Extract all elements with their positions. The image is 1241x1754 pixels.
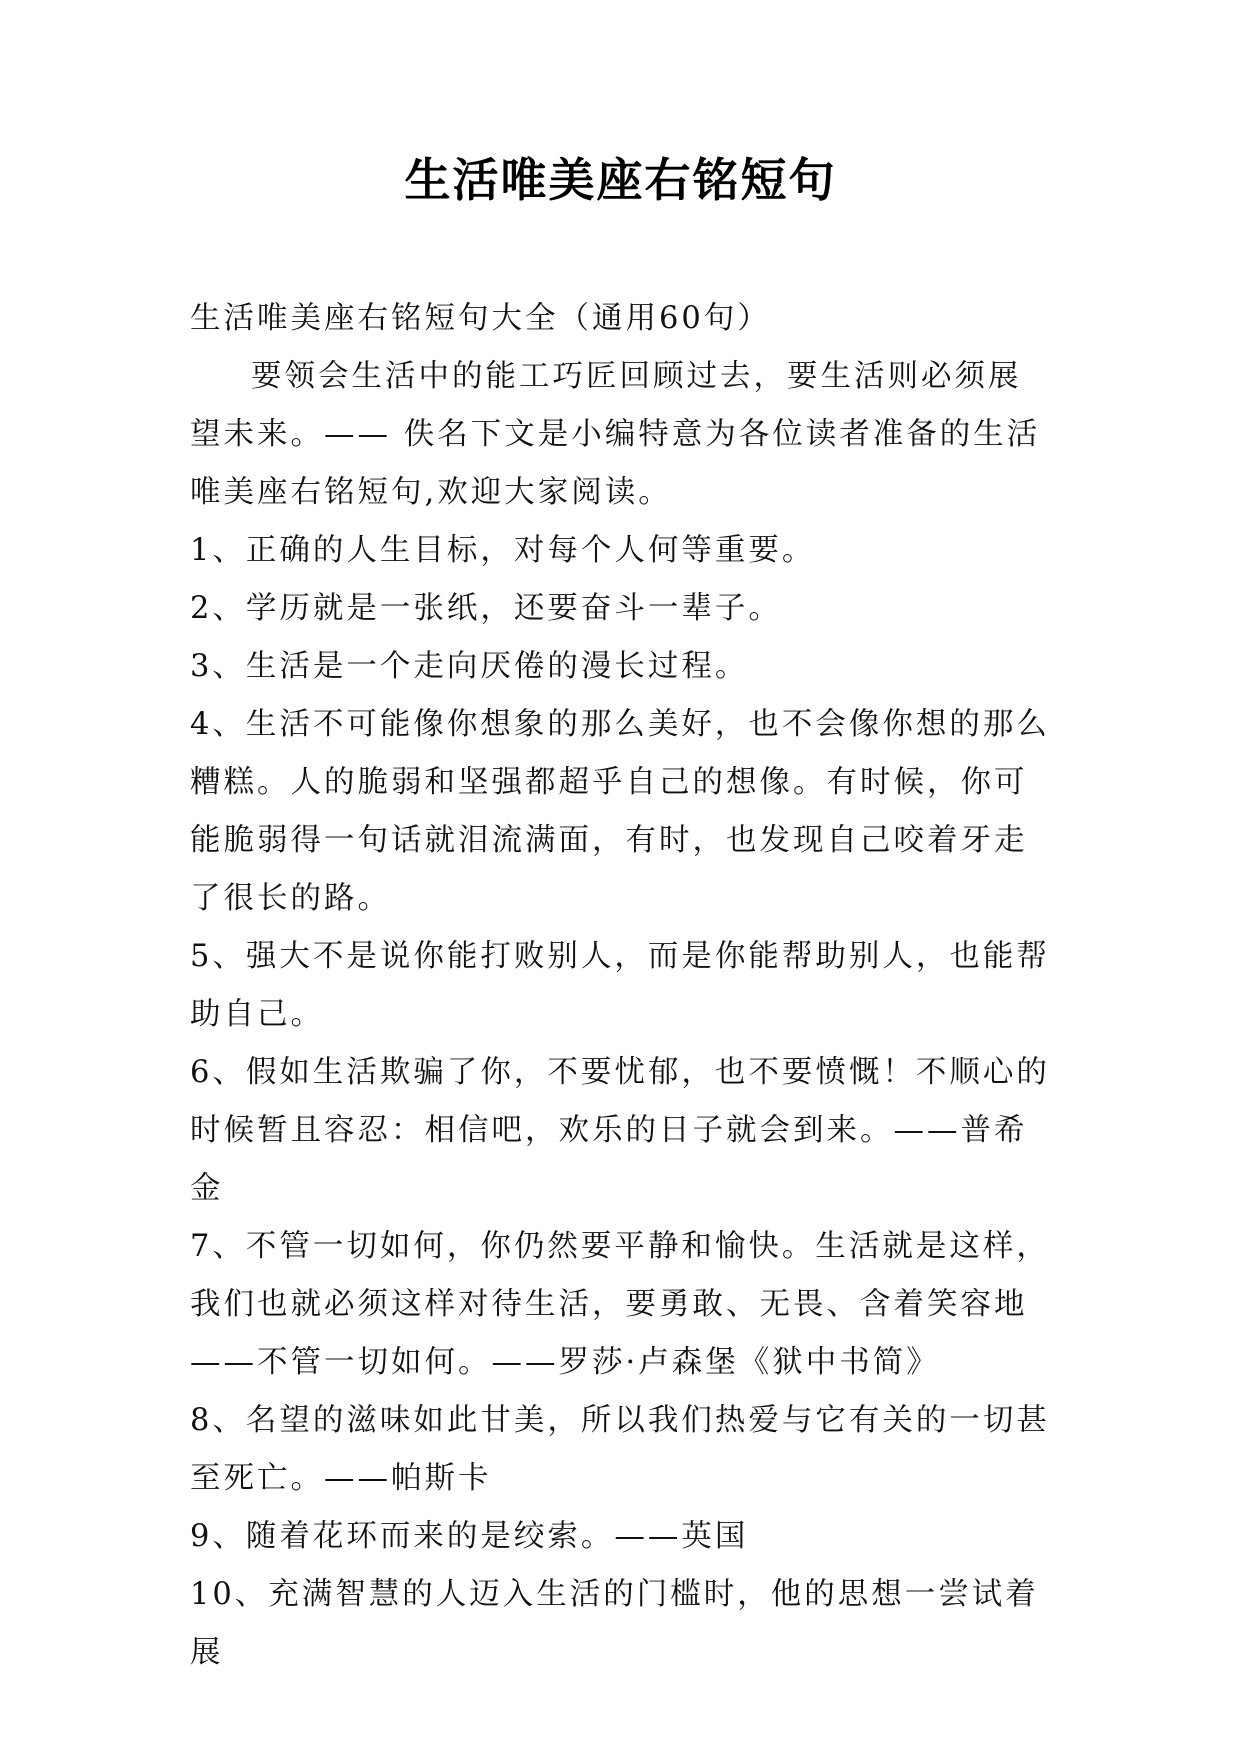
quote-item-4: 4、生活不可能像你想象的那么美好，也不会像你想的那么糟糕。人的脆弱和坚强都超乎自己的想像。有时候，你可能脆弱得一句话就泪流满面，有时，也发现自己咬着牙走了很长的路。 <box>190 707 1050 916</box>
document-body <box>190 290 1050 1682</box>
quote-item-8: 8、名望的滋味如此甘美，所以我们热爱与它有关的一切甚至死亡。——帕斯卡 <box>190 1403 1050 1496</box>
subtitle-paragraph: 生活唯美座右铭短句大全（通用60句） <box>190 301 771 336</box>
quote-item-7: 7、不管一切如何，你仍然要平静和愉快。生活就是这样，我们也就必须这样对待生活，要勇敢、无畏、含着笑容地——不管一切如何。——罗莎·卢森堡《狱中书简》 <box>190 1229 1050 1380</box>
quote-item-5: 5、强大不是说你能打败别人，而是你能帮助别人，也能帮助自己。 <box>190 939 1050 1032</box>
quote-item-3: 3、生活是一个走向厌倦的漫长过程。 <box>190 649 749 684</box>
quote-item-6: 6、假如生活欺骗了你，不要忧郁，也不要愤慨！不顺心的时候暂且容忍：相信吧，欢乐的日子就会到来。——普希金 <box>190 1055 1050 1206</box>
quote-item-2: 2、学历就是一张纸，还要奋斗一辈子。 <box>190 591 782 626</box>
quote-item-1: 1、正确的人生目标，对每个人何等重要。 <box>190 533 816 568</box>
intro-paragraph: 要领会生活中的能工巧匠回顾过去，要生活则必须展望未来。—— 佚名下文是小编特意为各位读者准备的生活唯美座右铭短句,欢迎大家阅读。 <box>190 359 1041 510</box>
quote-item-9: 9、随着花环而来的是绞索。——英国 <box>190 1519 749 1554</box>
quote-item-10: 10、充满智慧的人迈入生活的门槛时，他的思想一尝试着展 <box>190 1577 1039 1670</box>
page-title: 生活唯美座右铭短句 <box>404 153 837 207</box>
